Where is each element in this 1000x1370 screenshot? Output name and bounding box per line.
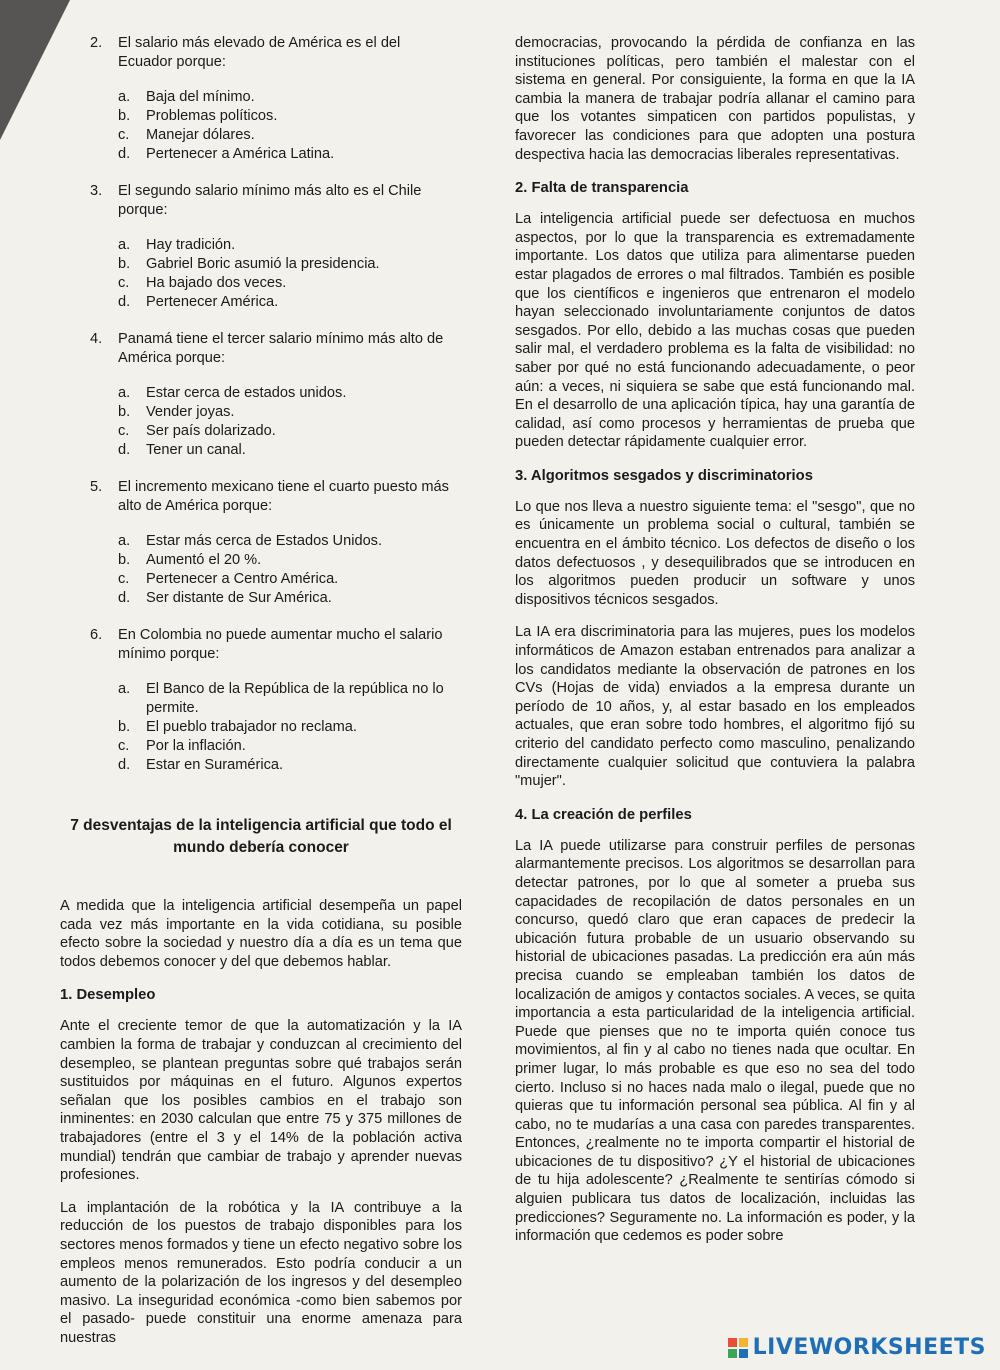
option-item: [118, 403, 462, 422]
option-list: [118, 88, 462, 164]
option-list: [118, 532, 462, 608]
option-letter: b.: [118, 404, 131, 420]
paragraph: La IA era discriminatoria para las mujeres, pues los modelos informáticos de Amazon estaban entrenados para analizar a los candidatos mediante la observación de patrones en los CVs (Hojas de vida) enviados a la empresa durante un período de 10 años, y, al estar basado en los empleados actuales, que eran sobre todo hombres, el algoritmo fijó su criterio del candidato perfecto como masculino, penalizando directamente cualquier solicitud que contuviera la palabra "mujer".: [515, 624, 915, 790]
option-item: [118, 532, 462, 551]
option-letter: d.: [118, 442, 131, 458]
paragraph: Ante el creciente temor de que la automatización y la IA cambien la forma de trabajar y conduzcan al crecimiento del desempleo, se plantean preguntas sobre qué trabajos serán sustituidos por máquinas en el futuro. Algunos expertos señalan que los posibles cambios en el trabajo son inminentes: en 2030 calculan que entre 75 y 375 millones de trabajadores (entre el 3 y el 14% de la población activa mundial) tendrán que cambiar de trabajo y aprender nuevas profesiones.: [60, 1018, 462, 1184]
section-heading-perfiles: 4. La creación de perfiles: [515, 806, 692, 823]
paragraph: La implantación de la robótica y la IA contribuye a la reducción de los puestos de trabajo disponibles para los sectores menos formados y tiene un efecto negativo sobre los empleos menos remunerados. Esto podría conducir a un aumento de la polarización de los ingresos y del desempleo masivo. La inseguridad económica -como bien sabemos por el pasado- puede constituir una enorme amenaza para nuestras: [60, 1199, 462, 1346]
option-text: Baja del mínimo.: [146, 89, 255, 105]
option-item: [118, 680, 462, 718]
section-heading-transparencia: 2. Falta de transparencia: [515, 180, 689, 197]
question-number: 3.: [90, 183, 103, 199]
option-letter: a.: [118, 681, 131, 697]
option-list: [118, 236, 462, 312]
question-number: 2.: [90, 35, 103, 51]
option-text: Pertenecer a Centro América.: [146, 571, 339, 587]
option-text: El pueblo trabajador no reclama.: [146, 719, 357, 735]
option-list: [118, 384, 462, 460]
option-item: [118, 126, 462, 145]
option-letter: a.: [118, 89, 131, 105]
option-letter: c.: [118, 127, 130, 143]
question-text: El incremento mexicano tiene el cuarto puesto más alto de América porque:: [118, 479, 449, 514]
section-heading-algoritmos: 3. Algoritmos sesgados y discriminatorios: [515, 467, 813, 484]
question-4: [60, 330, 462, 460]
option-text: El Banco de la República de la república no lo permite.: [146, 681, 444, 716]
option-item: [118, 570, 462, 589]
option-text: Ha bajado dos veces.: [146, 275, 287, 291]
option-letter: c.: [118, 275, 130, 291]
option-letter: c.: [118, 738, 130, 754]
option-item: [118, 88, 462, 107]
option-letter: b.: [118, 719, 131, 735]
left-column: [60, 34, 462, 1361]
article-title: 7 desventajas de la inteligencia artificial que todo el mundo debería conocer: [70, 817, 452, 856]
option-letter: d.: [118, 757, 131, 773]
question-text: El segundo salario mínimo más alto es el Chile porque:: [118, 183, 422, 218]
question-text: Panamá tiene el tercer salario mínimo más alto de América porque:: [118, 331, 444, 366]
section-heading-desempleo: 1. Desempleo: [60, 987, 156, 1004]
watermark-logo: [727, 1335, 986, 1360]
option-item: [118, 384, 462, 403]
paragraph: democracias, provocando la pérdida de confianza en las instituciones políticas, pero también el malestar con el sistema en general. Por consiguiente, la forma en que la IA cambia la manera de trabajar podría allanar el camino para que los votantes simpaticen con partidos populistas, y favorecer las condiciones para que adopten una postura despectiva hacia las democracias liberales representativas.: [515, 35, 915, 163]
option-text: Problemas políticos.: [146, 108, 278, 124]
option-letter: d.: [118, 294, 131, 310]
question-2: [60, 34, 462, 164]
option-letter: a.: [118, 237, 131, 253]
question-3: [60, 182, 462, 312]
option-item: [118, 422, 462, 441]
option-item: [118, 236, 462, 255]
option-item: [118, 551, 462, 570]
question-number: 5.: [90, 479, 103, 495]
logo-icon: [727, 1337, 749, 1359]
option-text: Tener un canal.: [146, 442, 246, 458]
question-text: En Colombia no puede aumentar mucho el salario mínimo porque:: [118, 627, 443, 662]
option-letter: a.: [118, 533, 131, 549]
option-item: [118, 756, 462, 775]
option-item: [118, 255, 462, 274]
option-text: Estar cerca de estados unidos.: [146, 385, 347, 401]
option-item: [118, 274, 462, 293]
option-letter: b.: [118, 552, 131, 568]
option-text: Gabriel Boric asumió la presidencia.: [146, 256, 380, 272]
article-intro: A medida que la inteligencia artificial desempeña un papel cada vez más importante en la vida cotidiana, su posible efecto sobre la sociedad y nuestro día a día es un tema que todos debemos conocer y del que debemos hablar.: [60, 898, 462, 970]
option-item: [118, 293, 462, 312]
option-text: Por la inflación.: [146, 738, 246, 754]
option-list: [118, 680, 462, 775]
paragraph: La inteligencia artificial puede ser defectuosa en muchos aspectos, por lo que la transparencia es extremadamente importante. Los datos que utiliza para alimentarse pueden estar plagados de errores o mal filtrados. También es posible que los científicos e ingenieros que entrenaron el modelo hayan seleccionado involuntariamente conjuntos de datos sesgados. Por ello, debido a las muchas cosas que pueden salir mal, el verdadero problema es la falta de visibilidad: no saber por qué no está funcionando adecuadamente, o peor aún: a veces, ni siquiera se sabe que está funcionando mal. En el desarrollo de una aplicación típica, hay una garantía de calidad, así como procesos y herramientas de prueba que pueden detectar rápidamente cualquier error.: [515, 211, 915, 451]
question-5: [60, 478, 462, 608]
option-letter: a.: [118, 385, 131, 401]
option-text: Hay tradición.: [146, 237, 236, 253]
option-item: [118, 589, 462, 608]
option-letter: b.: [118, 108, 131, 124]
option-letter: b.: [118, 256, 131, 272]
option-text: Estar en Suramérica.: [146, 757, 284, 773]
option-item: [118, 737, 462, 756]
option-text: Ser distante de Sur América.: [146, 590, 332, 606]
option-text: Vender joyas.: [146, 404, 235, 420]
option-text: Manejar dólares.: [146, 127, 255, 143]
option-text: Pertenecer a América Latina.: [146, 146, 335, 162]
paragraph: La IA puede utilizarse para construir perfiles de personas alarmantemente precisos. Los algoritmos se desarrollan para detectar patrones, por lo que al someter a prueba sus capacidades de recopilación de datos personales en un concurso, quedó claro que eran capaces de predecir la ubicación futura probable de un usuario observando su historial de ubicaciones pasadas. La predicción era aún más precisa cuando se empleaban también los datos de localización de amigos y contactos sociales. A veces, se quita importancia a esta particularidad de la inteligencia artificial. Puede que pienses que no te importa quién conoce tus movimientos, al fin y al cabo no tienes nada que ocultar. En primer lugar, lo más probable es que eso no sea del todo cierto. Incluso si no haces nada malo o ilegal, puede que no quieras que tu información personal sea pública. Al fin y al cabo, no te mudarías a una casa con paredes transparentes. Entonces, ¿realmente no te importa compartir el historial de ubicaciones de tu dispositivo? ¿Y el historial de ubicaciones de tu hija adolescente? ¿Realmente te sentirías cómodo si alguien publicara tus datos de localización, incluidas las predicciones? Seguramente no. La información es poder, y la información que cedemos es poder sobre: [515, 837, 915, 1245]
right-column: [515, 34, 915, 1260]
watermark-text: LIVEWORKSHEETS: [752, 1335, 986, 1360]
question-number: 4.: [90, 331, 103, 347]
option-text: Estar más cerca de Estados Unidos.: [146, 533, 383, 549]
option-item: [118, 718, 462, 737]
question-text: El salario más elevado de América es el del Ecuador porque:: [118, 35, 401, 70]
option-letter: d.: [118, 590, 131, 606]
paragraph: Lo que nos lleva a nuestro siguiente tema: el "sesgo", que no es únicamente un problema social o cultural, también se encuentra en el ámbito técnico. Los defectos de diseño o los datos defectuosos , y desequilibrados que se introducen en los algoritmos pueden producir un software y unos dispositivos técnicos sesgados.: [515, 498, 915, 608]
option-letter: d.: [118, 146, 131, 162]
option-letter: c.: [118, 423, 130, 439]
option-letter: c.: [118, 571, 130, 587]
question-number: 6.: [90, 627, 103, 643]
option-item: [118, 441, 462, 460]
option-text: Aumentó el 20 %.: [146, 552, 262, 568]
option-text: Ser país dolarizado.: [146, 423, 276, 439]
question-6: [60, 626, 462, 775]
option-item: [118, 107, 462, 126]
option-text: Pertenecer América.: [146, 294, 279, 310]
option-item: [118, 145, 462, 164]
